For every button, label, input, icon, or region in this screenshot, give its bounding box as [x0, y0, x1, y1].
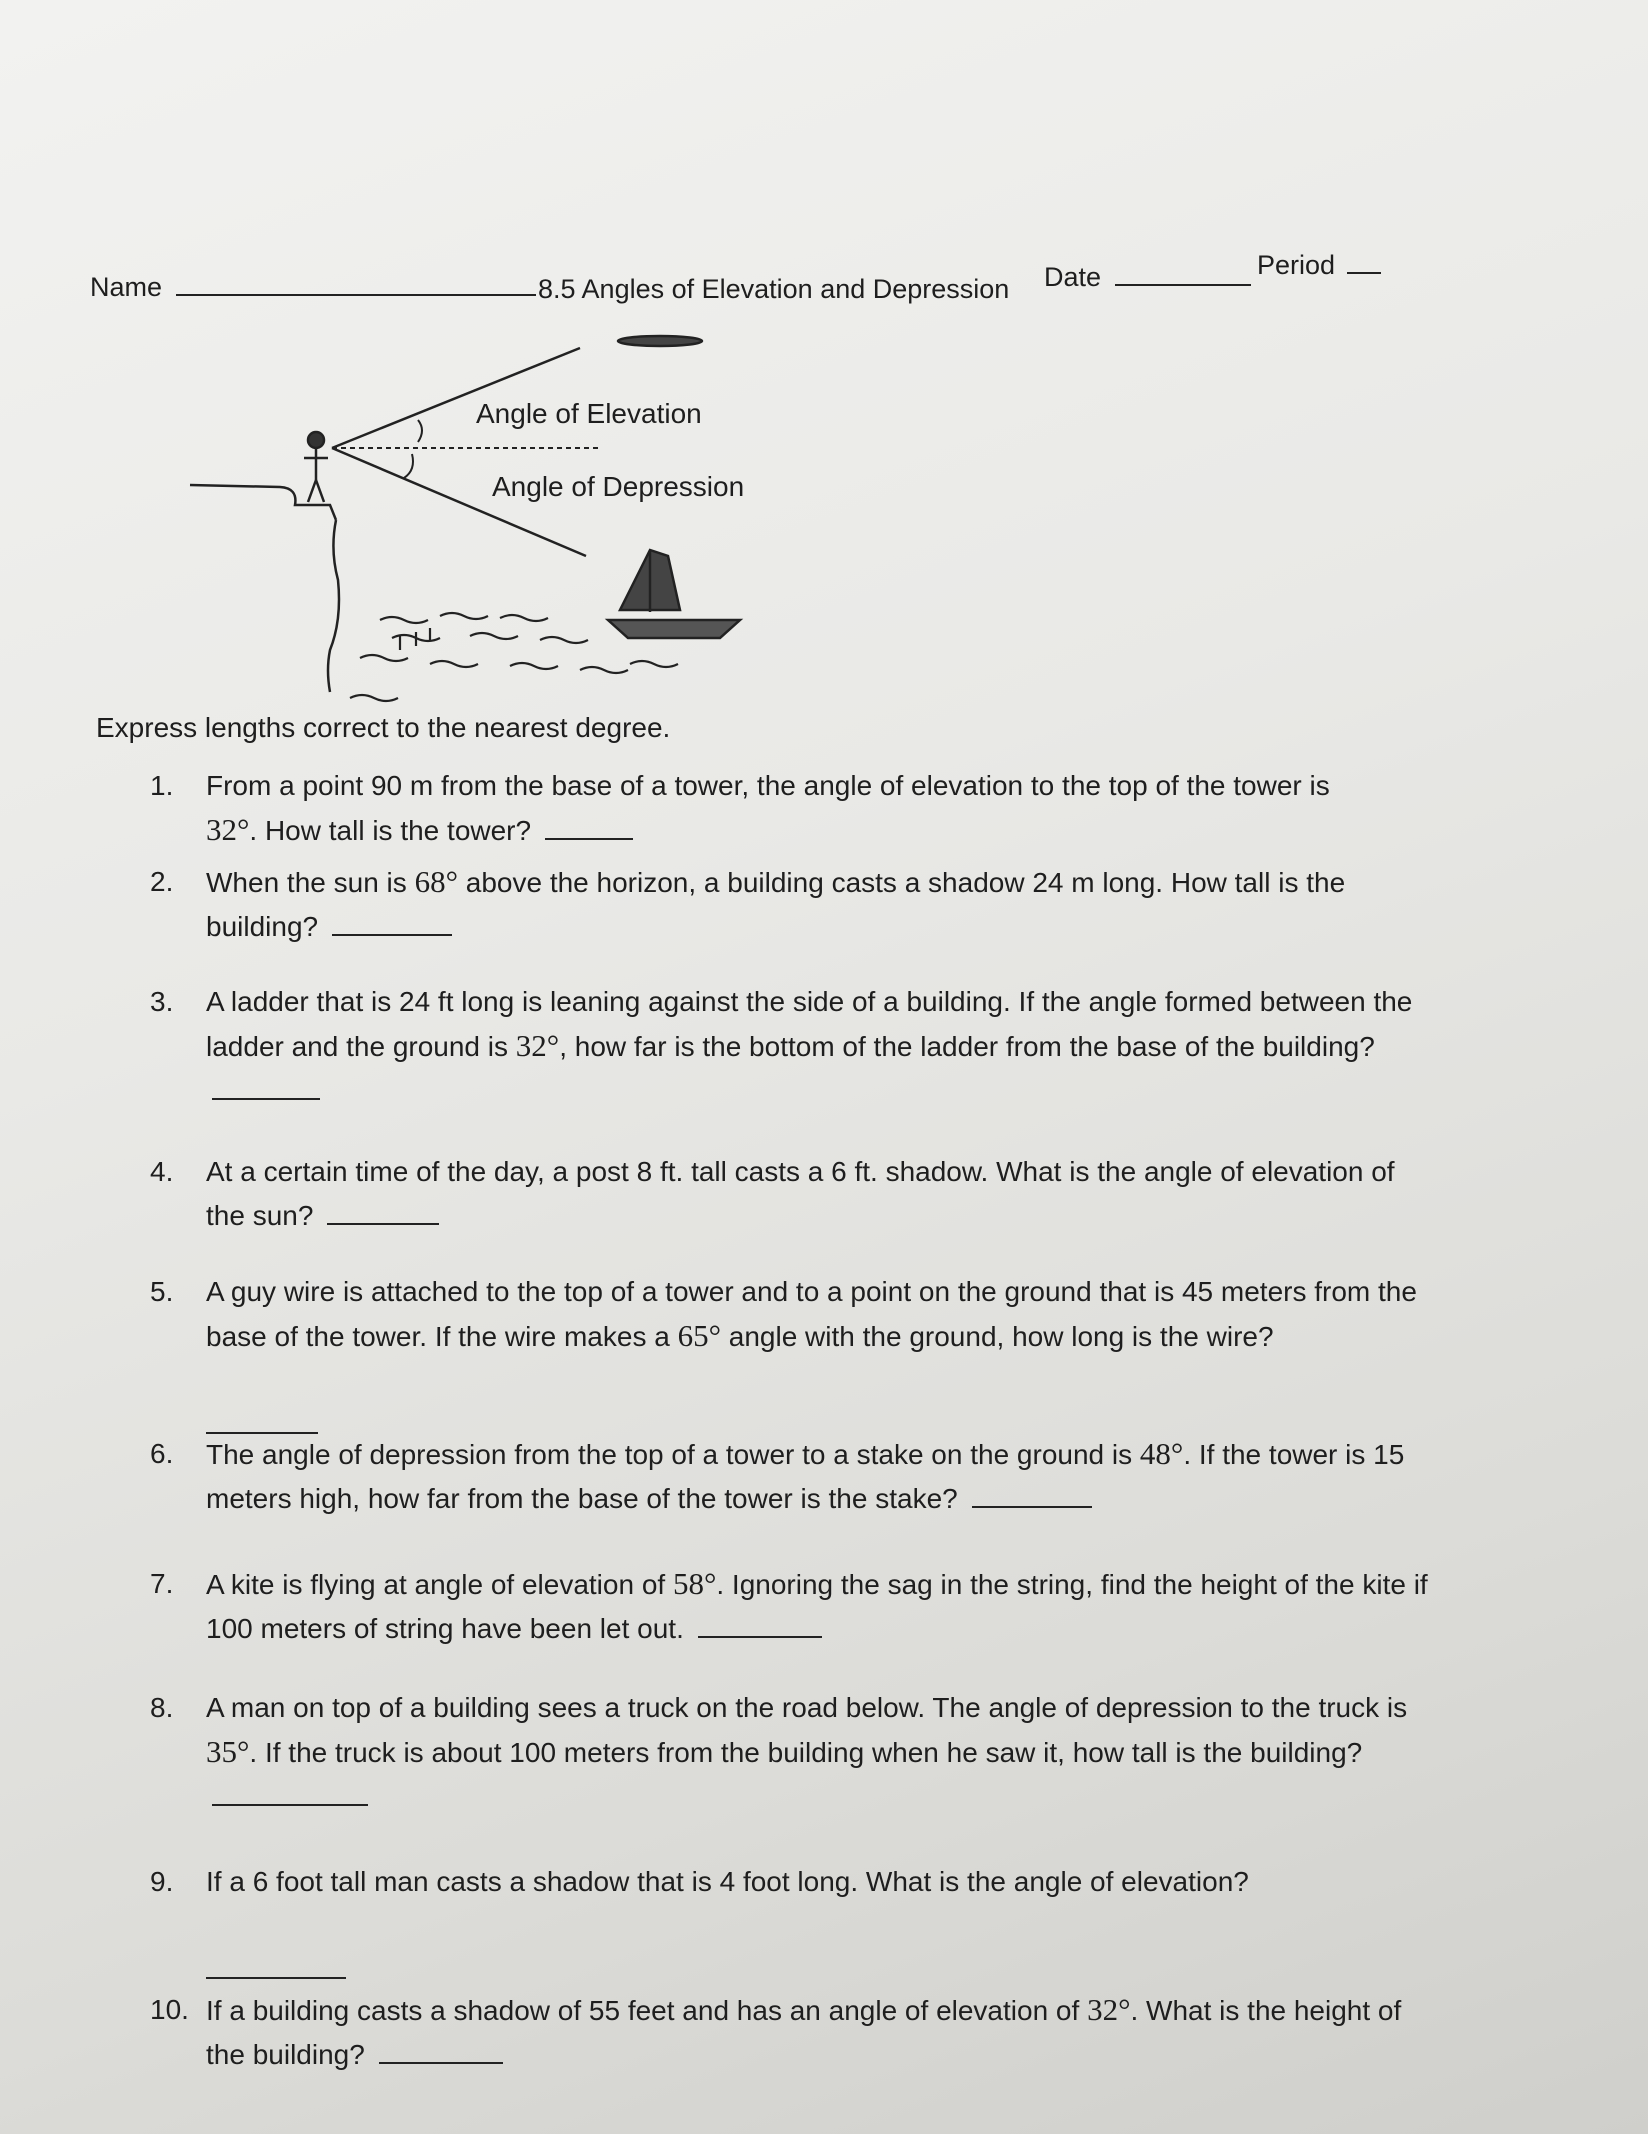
angle-value: 48°	[1139, 1436, 1184, 1471]
sailboat-icon	[608, 550, 740, 638]
answer-blank[interactable]	[206, 1410, 318, 1434]
question-number: 6.	[150, 1438, 174, 1469]
question-number: 5.	[150, 1276, 174, 1307]
cloud-icon	[618, 336, 702, 346]
question-number: 8.	[150, 1692, 174, 1723]
question-text: A kite is flying at angle of elevation of 58°. Ignoring the sag in the string, find the height of the kite if 100 meters of string have been let out.	[206, 1566, 1428, 1644]
person-icon	[304, 432, 328, 502]
worksheet-title: 8.5 Angles of Elevation and Depression	[538, 274, 1010, 304]
instructions: Express lengths correct to the nearest degree.	[96, 712, 671, 743]
question-number: 7.	[150, 1568, 174, 1599]
question-3	[150, 980, 1420, 1113]
angle-of-elevation-label: Angle of Elevation	[476, 398, 702, 429]
question-8	[150, 1686, 1440, 1819]
angle-value: 58°	[672, 1566, 717, 1601]
answer-blank[interactable]	[212, 1782, 368, 1806]
answer-blank[interactable]	[327, 1201, 439, 1225]
period-label: Period	[1257, 250, 1336, 280]
answer-blank[interactable]	[698, 1614, 822, 1638]
answer-blank[interactable]	[972, 1484, 1092, 1508]
name-label: Name	[90, 272, 163, 302]
answer-blank[interactable]	[545, 816, 633, 840]
question-text: From a point 90 m from the base of a tower, the angle of elevation to the top of the tower is 32°. How tall is the tower?	[206, 770, 1330, 847]
date-blank[interactable]	[1115, 260, 1251, 286]
answer-blank[interactable]	[332, 912, 452, 936]
question-number: 4.	[150, 1156, 174, 1187]
question-5	[150, 1270, 1420, 1447]
question-text: A ladder that is 24 ft long is leaning against the side of a building. If the angle formed between the ladder and the ground is 32°, how far is the bottom of the ladder from the base of the building?	[206, 980, 1420, 1113]
angle-value: 32°	[1087, 1992, 1131, 2027]
date-label: Date	[1044, 262, 1102, 292]
depression-arc	[404, 454, 413, 478]
date-field[interactable]	[1044, 260, 1251, 293]
question-7	[150, 1562, 1440, 1651]
angle-value: 32°	[206, 812, 250, 847]
question-text: When the sun is 68° above the horizon, a building casts a shadow 24 m long. How tall is the building?	[206, 864, 1346, 942]
cliff-icon	[190, 485, 339, 692]
angle-value: 68°	[414, 864, 458, 899]
question-text: If a 6 foot tall man casts a shadow that is 4 foot long. What is the angle of elevation?	[206, 1860, 1440, 1992]
angle-of-depression-label: Angle of Depression	[492, 471, 745, 502]
name-field[interactable]	[90, 270, 536, 303]
answer-blank[interactable]	[206, 1955, 346, 1979]
angle-value: 35°	[206, 1734, 250, 1769]
question-text: If a building casts a shadow of 55 feet and has an angle of elevation of 32°. What is the height of the building?	[206, 1992, 1402, 2070]
question-text: A guy wire is attached to the top of a tower and to a point on the ground that is 45 meters from the base of the tower. If the wire makes a 65° angle with the ground, how long is the wire?	[206, 1270, 1420, 1447]
question-2	[150, 860, 1400, 949]
question-text: The angle of depression from the top of a tower to a stake on the ground is 48°. If the tower is 15 meters high, how far from the base of the tower is the stake?	[206, 1436, 1405, 1514]
question-1	[150, 764, 1400, 853]
question-4	[150, 1150, 1420, 1238]
answer-blank[interactable]	[379, 2040, 503, 2064]
question-text: At a certain time of the day, a post 8 ft. tall casts a 6 ft. shadow. What is the angle of elevation of the sun?	[206, 1156, 1395, 1231]
question-number: 2.	[150, 866, 174, 897]
angle-value: 32°	[515, 1028, 560, 1063]
question-text: A man on top of a building sees a truck on the road below. The angle of depression to the truck is 35°. If the truck is about 100 meters from the building when he saw it, how tall is the building?	[206, 1686, 1440, 1819]
angle-value: 65°	[677, 1318, 721, 1353]
period-blank[interactable]	[1347, 248, 1381, 274]
period-field[interactable]	[1257, 248, 1381, 281]
question-10	[150, 1988, 1440, 2077]
question-number: 9.	[150, 1866, 174, 1897]
answer-blank[interactable]	[212, 1076, 320, 1100]
question-number: 10.	[150, 1994, 189, 2025]
angles-diagram	[180, 320, 980, 720]
question-6	[150, 1432, 1440, 1521]
question-number: 3.	[150, 986, 174, 1017]
name-blank[interactable]	[176, 270, 536, 296]
question-number: 1.	[150, 770, 174, 801]
elevation-arc	[418, 420, 422, 442]
question-9	[150, 1860, 1440, 1992]
